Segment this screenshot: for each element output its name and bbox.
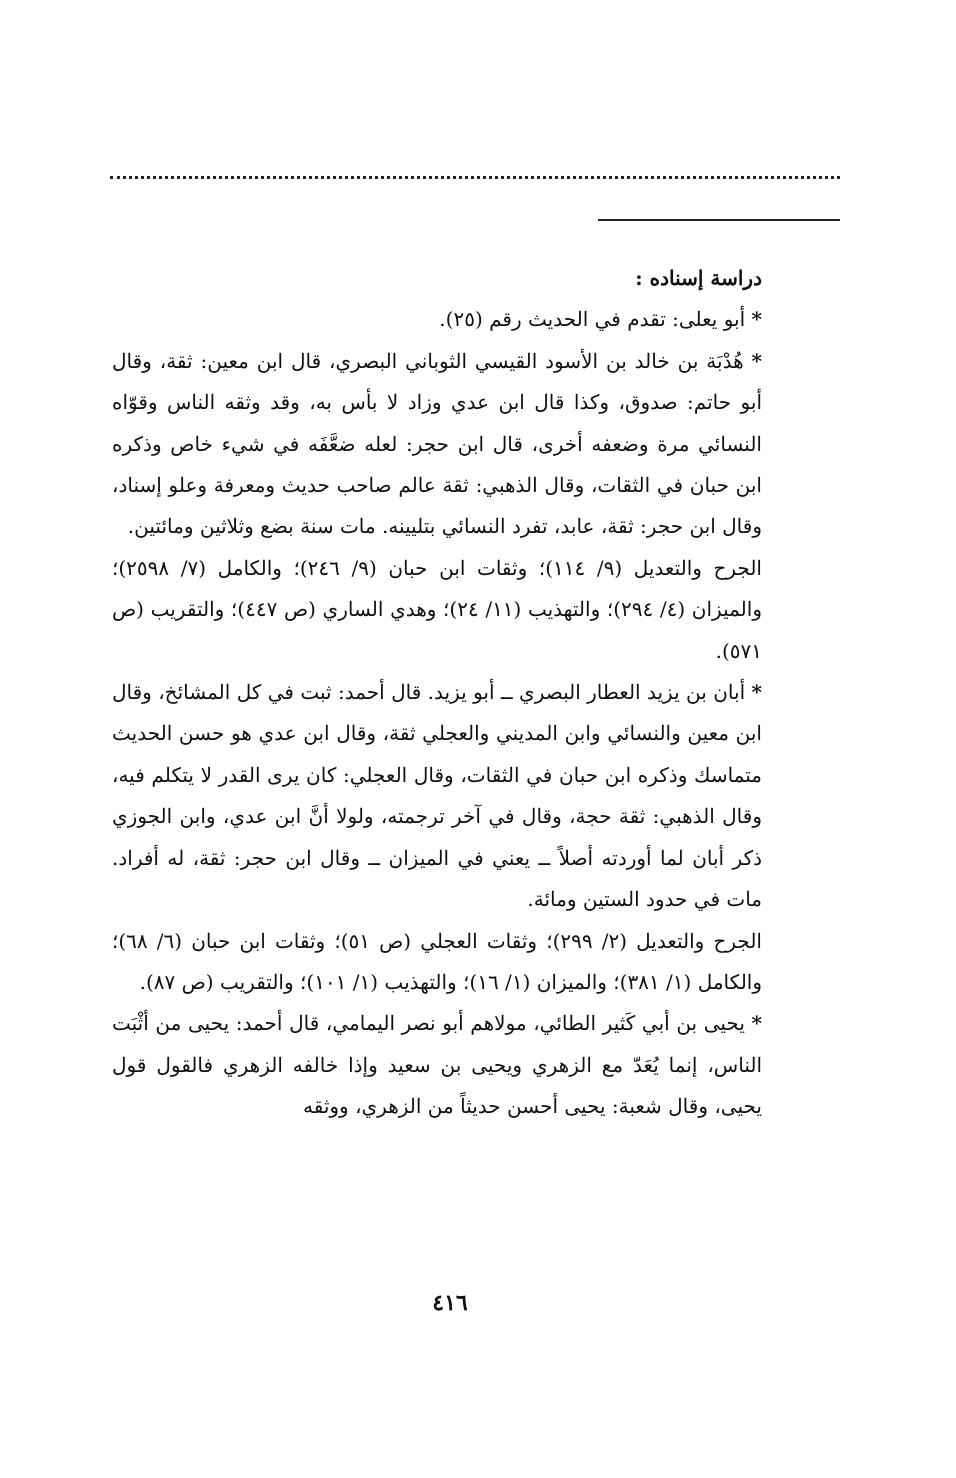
paragraph-text: يحيى بن أبي كَثير الطائي، مولاهم أبو نصر اليمامي، قال أحمد: يحيى من أثْبَت الناس، إنما يُعَدّ مع الزهري ويحيى بن سعيد وإذا خالفه الزهري فالقول قول يحيى، وقال شعبة: يحيى أحسن حديثاً من الزهري، ووثقه [112, 1011, 762, 1119]
paragraph-hudbah [112, 341, 762, 548]
bullet-star: * [751, 348, 763, 373]
page-body [112, 258, 762, 1128]
section-heading: دراسة إسناده : [635, 266, 762, 290]
paragraph-yahya [112, 1003, 762, 1127]
paragraph-aban [112, 672, 762, 920]
references-hudbah: الجرح والتعديل (٩/ ١١٤)؛ وثقات ابن حبان (٩/ ٢٤٦)؛ والكامل (٧/ ٢٥٩٨)؛ والميزان (٤/ ٢٩٤)؛ والتهذيب (١١/ ٢٤)؛ وهدي الساري (ص ٤٤٧)؛ والتقريب (ص ٥٧١). [112, 555, 762, 663]
dotted-separator [110, 176, 840, 179]
bullet-star: * [751, 307, 762, 332]
paragraph-text: أبان بن يزيد العطار البصري ــ أبو يزيد. قال أحمد: ثبت في كل المشائخ، وقال ابن معين والنسائي وابن المديني والعجلي ثقة، وقال ابن عدي هو حسن الحديث متماسك وذكره ابن حبان في الثقات، وقال العجلي: كان يرى القدر لا يتكلم فيه، وقال الذهبي: ثقة حجة، وقال في آخر ترجمته، ولولا أنَّ ابن عدي، وابن الجوزي ذكر أبان لما أوردته أصلاً ــ يعني في الميزان ــ وقال ابن حجر: ثقة، له أفراد. مات في حدود الستين ومائة. [112, 680, 762, 912]
footnote-rule [598, 219, 840, 221]
references-aban: الجرح والتعديل (٢/ ٢٩٩)؛ وثقات العجلي (ص ٥١)؛ وثقات ابن حبان (٦/ ٦٨)؛ والكامل (١/ ٣٨١)؛ والميزان (١/ ١٦)؛ والتهذيب (١/ ١٠١)؛ والتقريب (ص ٨٧). [112, 928, 762, 994]
paragraph-text: أبو يعلى: تقدم في الحديث رقم (٢٥). [439, 307, 746, 332]
bullet-star: * [751, 1011, 763, 1036]
paragraph-text: هُدْبَة بن خالد بن الأسود القيسي الثوباني البصري، قال ابن معين: ثقة، وقال أبو حاتم: صدوق، وكذا قال ابن عدي وزاد لا بأس به، وقد وثقه الناس وقوّاه النسائي مرة وضعفه أخرى، قال ابن حجر: لعله ضعَّفَه في شيء خاص وذكره ابن حبان في الثقات، وقال الذهبي: ثقة عالم صاحب حديث ومعرفة وعلو إسناد، وقال ابن حجر: ثقة، عابد، تفرد النسائي بتليينه. مات سنة بضع وثلاثين ومائتين. [112, 348, 762, 539]
paragraph-abu-yala [112, 299, 762, 340]
bullet-star: * [751, 680, 762, 705]
page-number: ٤١٦ [432, 1290, 468, 1316]
